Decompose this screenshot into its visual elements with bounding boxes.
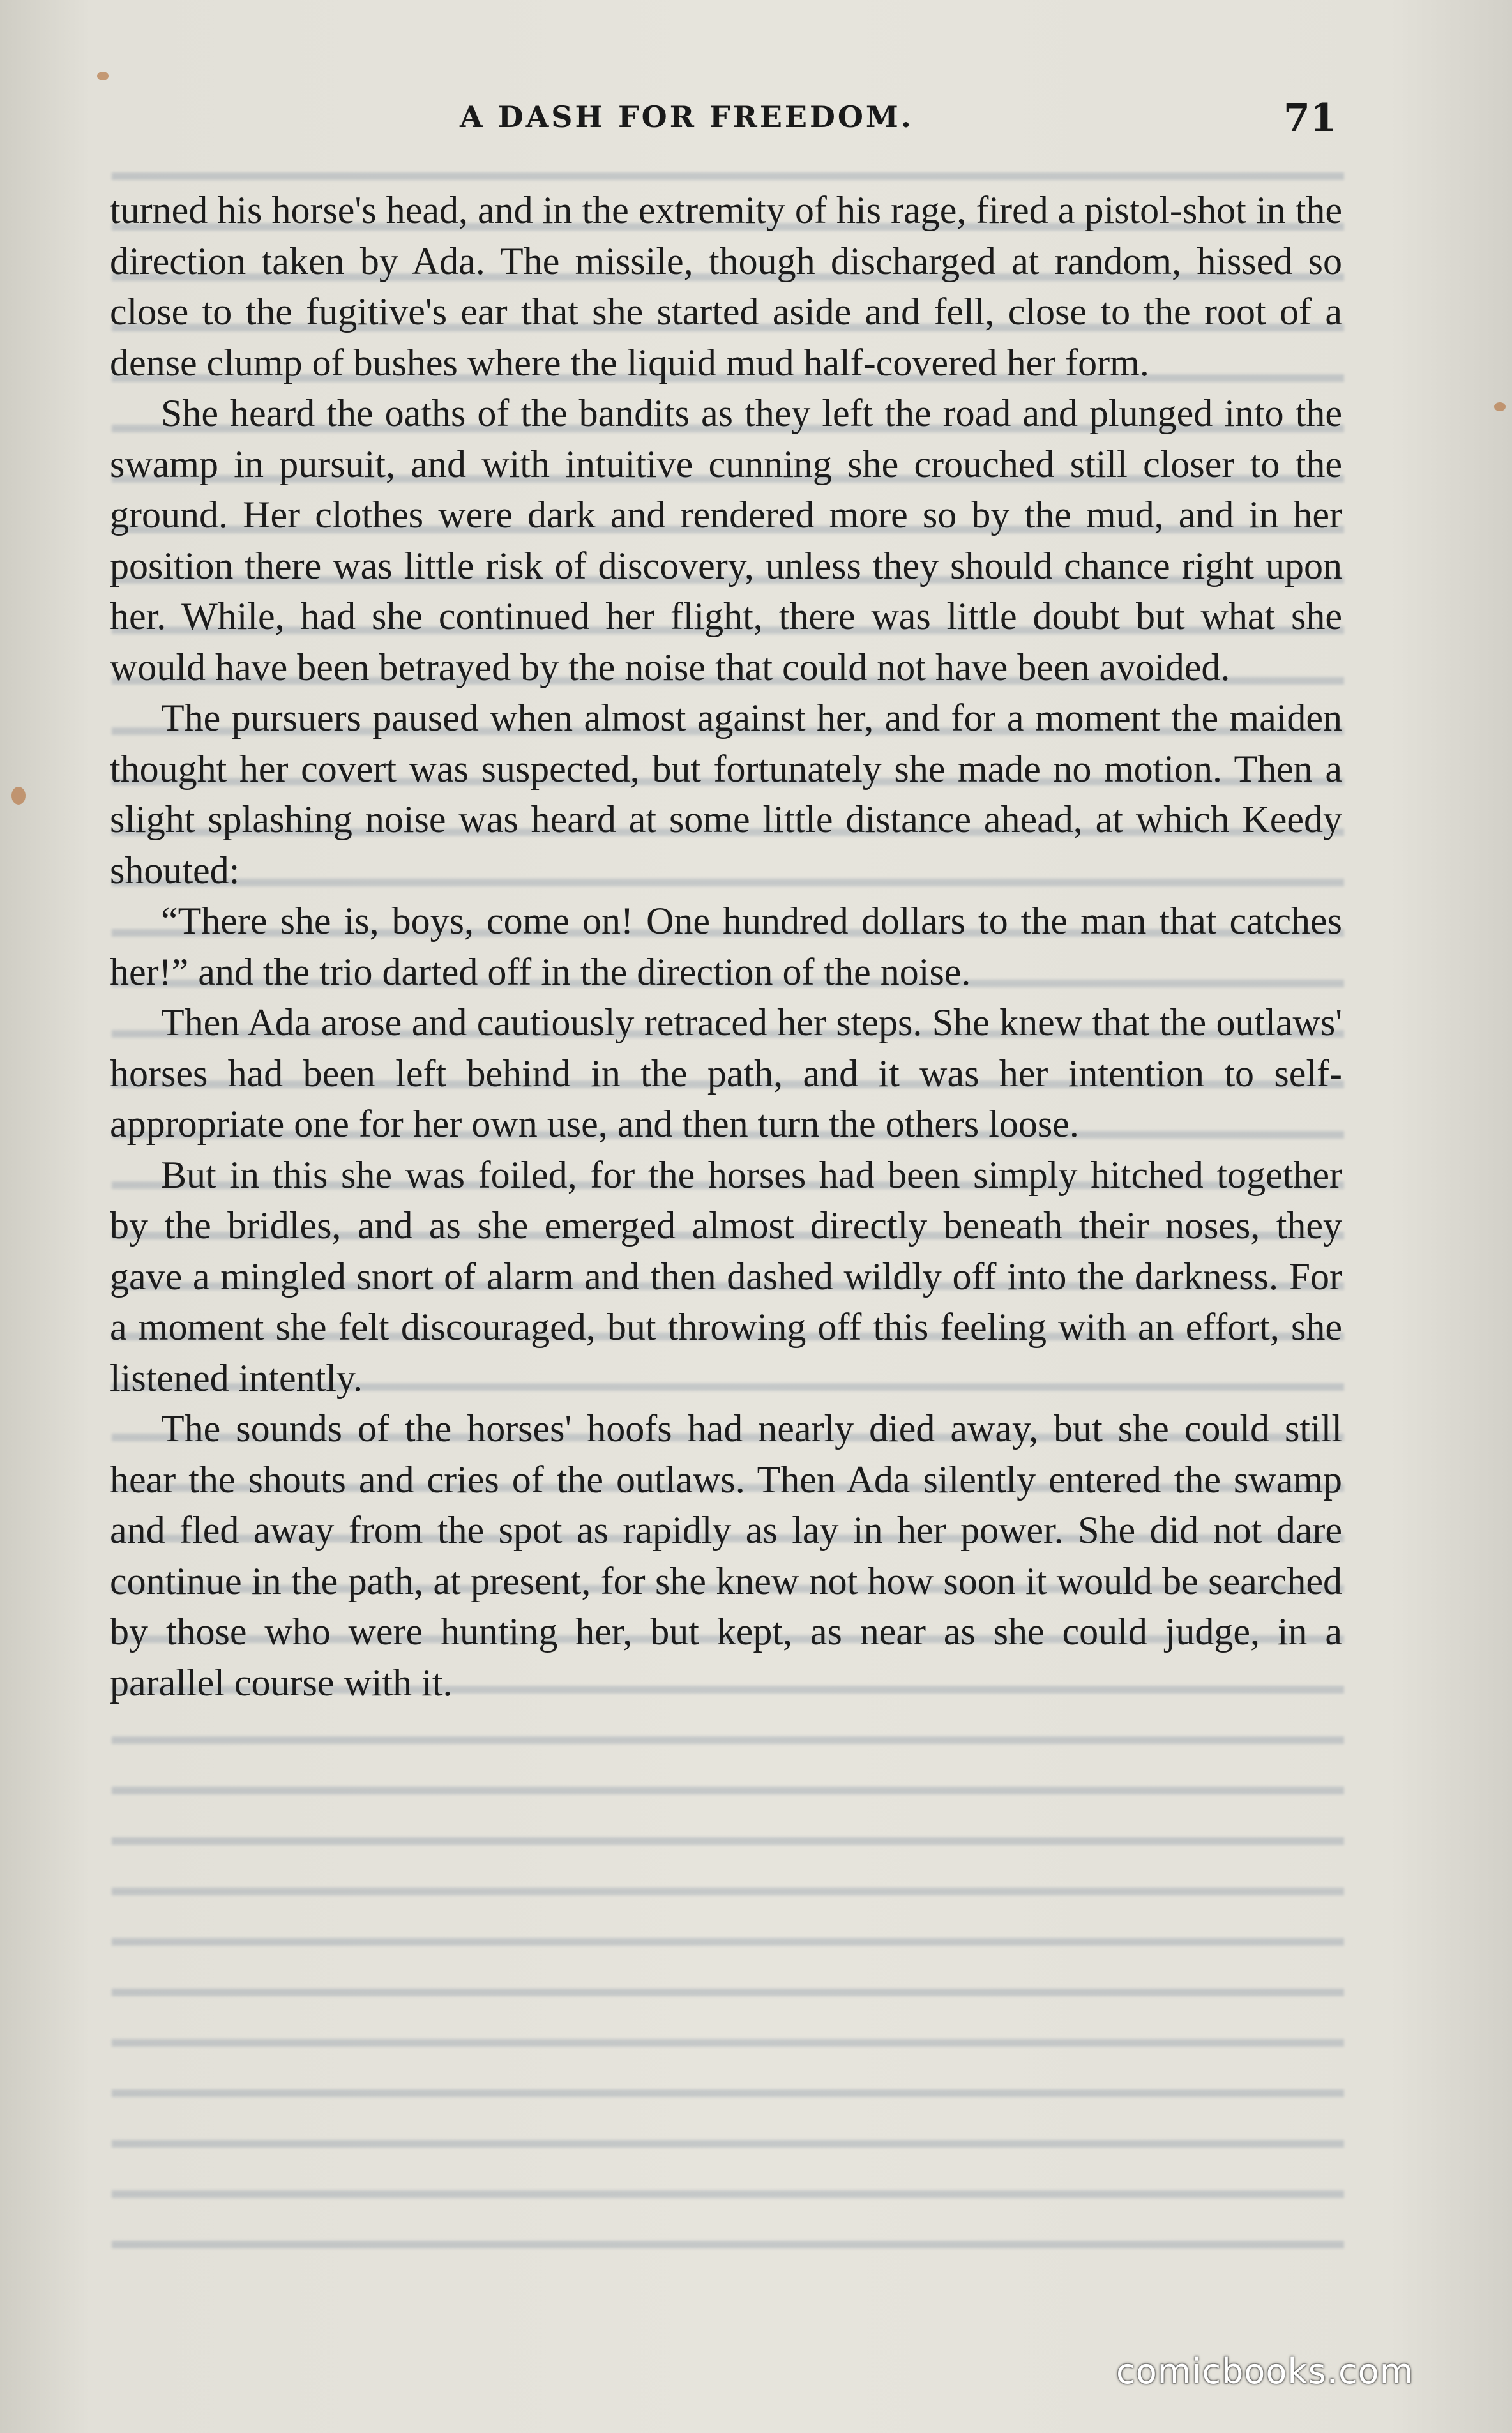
paper-stain xyxy=(11,787,26,805)
page-number: 71 xyxy=(1283,96,1337,140)
running-title: A DASH FOR FREEDOM. xyxy=(460,100,914,134)
paragraph: “There she is, boys, come on! One hundred dollars to the man that catches her!” and the trio darted off in the direction of the noise. xyxy=(110,900,1342,993)
watermark: comicbooks.com xyxy=(1116,2351,1414,2391)
paragraph: The pursuers paused when almost against her, and for a moment the maiden thought her covert was suspected, but fortunately she made no motion. Then a slight splashing noise was heard at some little distance ahead, at which Keedy shouted: xyxy=(110,697,1342,891)
running-head xyxy=(0,96,1512,147)
paper-stain xyxy=(1494,402,1506,411)
paragraph: But in this she was foiled, for the horses had been simply hitched together by the bridles, and as she emerged almost directly beneath their noses, they gave a mingled snort of alarm and then dashed wildly off into the darkness. For a moment she felt discouraged, but throwing off this feeling with an effort, she listened intently. xyxy=(110,1153,1342,1399)
paper-stain xyxy=(97,72,109,80)
paragraph: turned his horse's head, and in the extremity of his rage, fired a pistol-shot in the direction taken by Ada. The missile, though discharged at random, hissed so close to the fugitive's ear that she started aside and fell, close to the root of a dense clump of bushes where the liquid mud half-covered her form. xyxy=(110,189,1342,384)
paragraph: The sounds of the horses' hoofs had nearly died away, but she could still hear the shouts and cries of the outlaws. Then Ada silently entered the swamp and fled away from the spot as rapidly as lay in her power. She did not dare continue in the path, at present, for she knew not how soon it would be searched by those who were hunting her, but kept, as near as she could judge, in a parallel course with it. xyxy=(110,1407,1342,1704)
body-text xyxy=(110,185,1342,1708)
paragraph: Then Ada arose and cautiously retraced her steps. She knew that the outlaws' horses had been left behind in the path, and it was her intention to self-appropriate one for her own use, and then turn the others loose. xyxy=(110,1001,1342,1145)
paragraph: She heard the oaths of the bandits as they left the road and plunged into the swamp in pursuit, and with intuitive cunning she crouched still closer to the ground. Her clothes were dark and rendered more so by the mud, and in her position there was little risk of discovery, unless they should chance right upon her. While, had she continued her flight, there was little doubt but what she would have been betrayed by the noise that could not have been avoided. xyxy=(110,392,1342,688)
